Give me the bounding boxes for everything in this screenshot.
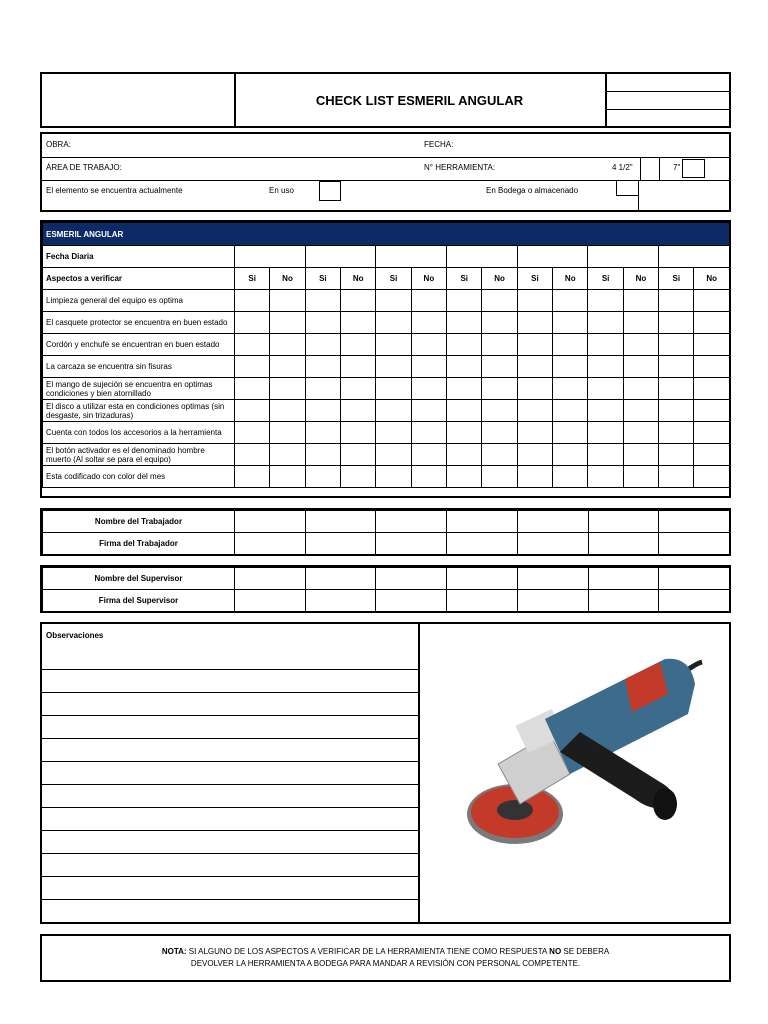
check-cell[interactable] (376, 378, 411, 400)
signature-cell[interactable] (235, 511, 306, 533)
check-cell[interactable] (482, 466, 517, 488)
check-cell[interactable] (235, 400, 270, 422)
check-cell[interactable] (553, 334, 588, 356)
table-row (43, 356, 730, 378)
check-cell[interactable] (623, 334, 658, 356)
check-cell[interactable] (305, 422, 340, 444)
check-cell[interactable] (305, 444, 340, 466)
supervisor-nombre-label: Nombre del Supervisor (43, 568, 235, 590)
checklist-item-label: El mango de sujeción se encuentra en optimas condiciones y bien atornillado (43, 378, 235, 400)
check-cell[interactable] (553, 356, 588, 378)
checklist-item-label: Cordón y enchufe se encuentran en buen estado (43, 334, 235, 356)
meta-cell (607, 92, 729, 110)
check-cell[interactable] (482, 378, 517, 400)
check-cell[interactable] (553, 312, 588, 334)
note-emphasis: NO (549, 947, 562, 956)
signature-cell[interactable] (659, 568, 730, 590)
check-cell[interactable] (588, 400, 623, 422)
trabajador-nombre-label: Nombre del Trabajador (43, 511, 235, 533)
check-cell[interactable] (694, 312, 730, 334)
table-row (43, 422, 730, 444)
page-title: CHECK LIST ESMERIL ANGULAR (234, 74, 607, 126)
check-cell[interactable] (517, 378, 552, 400)
si-header: Si (447, 268, 482, 290)
check-cell[interactable] (411, 444, 446, 466)
check-cell[interactable] (376, 444, 411, 466)
check-cell[interactable] (411, 400, 446, 422)
check-cell[interactable] (694, 422, 730, 444)
check-cell[interactable] (694, 466, 730, 488)
fecha-label: FECHA: (424, 140, 454, 149)
signature-cell[interactable] (517, 590, 588, 612)
signature-cell[interactable] (376, 568, 447, 590)
check-cell[interactable] (482, 290, 517, 312)
no-header: No (623, 268, 658, 290)
check-cell[interactable] (482, 312, 517, 334)
observation-line (42, 830, 418, 831)
check-cell[interactable] (553, 378, 588, 400)
document-header (40, 72, 731, 128)
check-cell[interactable] (694, 334, 730, 356)
check-cell[interactable] (376, 466, 411, 488)
checklist-item-label: El botón activador es el denominado hombre muerto (Al soltar se para el equipo) (43, 444, 235, 466)
table-row (43, 511, 730, 533)
herramienta-label: N° HERRAMIENTA: (424, 163, 496, 172)
signature-cell[interactable] (517, 533, 588, 555)
check-cell[interactable] (376, 312, 411, 334)
check-cell[interactable] (235, 290, 270, 312)
check-cell[interactable] (553, 422, 588, 444)
fecha-diaria-label: Fecha Diaria (43, 246, 235, 268)
date-cell[interactable] (659, 246, 730, 268)
check-cell[interactable] (588, 444, 623, 466)
check-cell[interactable] (482, 334, 517, 356)
signature-cell[interactable] (447, 533, 518, 555)
checklist-item-label: El casquete protector se encuentra en buen estado (43, 312, 235, 334)
check-cell[interactable] (517, 290, 552, 312)
meta-cell (607, 74, 729, 92)
estado-label: El elemento se encuentra actualmente (46, 186, 183, 195)
check-cell[interactable] (235, 444, 270, 466)
check-cell[interactable] (411, 290, 446, 312)
observation-line (42, 899, 418, 900)
checklist-item-label: Limpieza general del equipo es optima (43, 290, 235, 312)
check-cell[interactable] (376, 422, 411, 444)
no-header: No (411, 268, 446, 290)
check-cell[interactable] (588, 422, 623, 444)
check-cell[interactable] (482, 400, 517, 422)
check-cell[interactable] (517, 422, 552, 444)
signature-cell[interactable] (305, 511, 376, 533)
observation-line (42, 715, 418, 716)
note-line-1 (42, 946, 729, 958)
meta-cell (607, 110, 729, 127)
signature-cell[interactable] (235, 533, 306, 555)
checklist-table (40, 220, 731, 498)
check-cell[interactable] (553, 466, 588, 488)
observation-line (42, 853, 418, 854)
size-large-checkbox[interactable] (682, 159, 705, 178)
check-cell[interactable] (376, 290, 411, 312)
si-header: Si (235, 268, 270, 290)
note-text-1: SI ALGUNO DE LOS ASPECTOS A VERIFICAR DE LA HERRAMIENTA TIENE COMO RESPUESTA (186, 947, 550, 956)
si-header: Si (305, 268, 340, 290)
check-cell[interactable] (376, 356, 411, 378)
check-cell[interactable] (588, 378, 623, 400)
supervisor-signature-table (40, 565, 731, 613)
check-cell[interactable] (341, 422, 376, 444)
check-cell[interactable] (235, 334, 270, 356)
check-cell[interactable] (659, 378, 694, 400)
check-cell[interactable] (341, 334, 376, 356)
check-cell[interactable] (305, 356, 340, 378)
size-option-small: 4 1/2" (612, 163, 633, 172)
check-cell[interactable] (235, 466, 270, 488)
check-cell[interactable] (235, 422, 270, 444)
check-cell[interactable] (447, 444, 482, 466)
obra-label: OBRA: (46, 140, 71, 149)
check-cell[interactable] (659, 312, 694, 334)
check-cell[interactable] (447, 466, 482, 488)
check-cell[interactable] (270, 290, 305, 312)
footer-note (40, 934, 731, 982)
check-cell[interactable] (447, 334, 482, 356)
signature-cell[interactable] (305, 568, 376, 590)
check-cell[interactable] (235, 378, 270, 400)
observations-section (40, 622, 731, 924)
check-cell[interactable] (411, 356, 446, 378)
check-cell[interactable] (623, 312, 658, 334)
check-cell[interactable] (659, 334, 694, 356)
check-cell[interactable] (376, 400, 411, 422)
table-row (43, 312, 730, 334)
check-cell[interactable] (341, 312, 376, 334)
observations-label: Observaciones (46, 631, 104, 640)
signature-cell[interactable] (588, 533, 659, 555)
check-cell[interactable] (623, 356, 658, 378)
trabajador-firma-label: Firma del Trabajador (43, 533, 235, 555)
no-header: No (694, 268, 730, 290)
bodega-checkbox[interactable] (616, 180, 639, 196)
observation-line (42, 807, 418, 808)
check-cell[interactable] (659, 400, 694, 422)
signature-cell[interactable] (588, 590, 659, 612)
check-cell[interactable] (517, 400, 552, 422)
en-uso-label: En uso (269, 186, 294, 195)
table-row (43, 568, 730, 590)
check-cell[interactable] (623, 466, 658, 488)
checklist-item-label: Cuenta con todos los accesorios a la herramienta (43, 422, 235, 444)
table-row (43, 378, 730, 400)
table-row (43, 444, 730, 466)
checklist-item-label: El disco a utilizar esta en condiciones optimas (sin desgaste, sin trizaduras) (43, 400, 235, 422)
table-row (43, 466, 730, 488)
angle-grinder-image (420, 624, 729, 922)
si-header: Si (517, 268, 552, 290)
signature-cell[interactable] (659, 590, 730, 612)
date-cell[interactable] (235, 246, 306, 268)
date-cell[interactable] (447, 246, 518, 268)
signature-cell[interactable] (659, 533, 730, 555)
bodega-label: En Bodega o almacenado (486, 186, 579, 195)
check-cell[interactable] (411, 378, 446, 400)
observations-area[interactable] (42, 624, 420, 922)
check-cell[interactable] (376, 334, 411, 356)
area-label: ÁREA DE TRABAJO: (46, 163, 122, 172)
check-cell[interactable] (447, 422, 482, 444)
check-cell[interactable] (447, 400, 482, 422)
signature-cell[interactable] (235, 590, 306, 612)
check-cell[interactable] (411, 312, 446, 334)
size-small-checkbox[interactable] (640, 157, 660, 180)
check-cell[interactable] (411, 422, 446, 444)
logo-area (42, 74, 236, 126)
check-cell[interactable] (341, 378, 376, 400)
si-header: Si (376, 268, 411, 290)
observation-line (42, 738, 418, 739)
observation-line (42, 692, 418, 693)
check-cell[interactable] (305, 378, 340, 400)
date-cell[interactable] (376, 246, 447, 268)
aspectos-label: Aspectos a verificar (43, 268, 235, 290)
check-cell[interactable] (341, 356, 376, 378)
header-meta-cells (607, 74, 729, 126)
check-cell[interactable] (588, 356, 623, 378)
check-cell[interactable] (623, 378, 658, 400)
signature-cell[interactable] (376, 590, 447, 612)
worker-signature-table (40, 508, 731, 556)
en-uso-checkbox[interactable] (319, 181, 341, 201)
checklist-item-label: Esta codificado con color del mes (43, 466, 235, 488)
note-line-2: DEVOLVER LA HERRAMIENTA A BODEGA PARA MANDAR A REVISIÓN CON PERSONAL COMPETENTE. (190, 959, 581, 968)
observation-line (42, 876, 418, 877)
check-cell[interactable] (305, 400, 340, 422)
check-cell[interactable] (588, 466, 623, 488)
signature-cell[interactable] (517, 511, 588, 533)
size-option-large: 7" (673, 163, 681, 172)
date-cell[interactable] (588, 246, 659, 268)
check-cell[interactable] (588, 334, 623, 356)
bodega-divider (638, 180, 639, 210)
signature-cell[interactable] (447, 568, 518, 590)
check-cell[interactable] (623, 290, 658, 312)
check-cell[interactable] (694, 378, 730, 400)
check-cell[interactable] (517, 466, 552, 488)
check-cell[interactable] (305, 290, 340, 312)
note-text-2: SE DEBERA (561, 947, 610, 956)
si-header: Si (588, 268, 623, 290)
table-row (43, 533, 730, 555)
check-cell[interactable] (270, 378, 305, 400)
check-cell[interactable] (411, 334, 446, 356)
check-cell[interactable] (341, 466, 376, 488)
section-title: ESMERIL ANGULAR (43, 223, 730, 246)
check-cell[interactable] (270, 422, 305, 444)
check-cell[interactable] (694, 356, 730, 378)
check-cell[interactable] (623, 422, 658, 444)
si-header: Si (659, 268, 694, 290)
check-cell[interactable] (341, 400, 376, 422)
check-cell[interactable] (270, 312, 305, 334)
signature-cell[interactable] (447, 511, 518, 533)
table-row (43, 400, 730, 422)
signature-cell[interactable] (305, 533, 376, 555)
check-cell[interactable] (694, 290, 730, 312)
table-row (43, 334, 730, 356)
signature-cell[interactable] (588, 511, 659, 533)
note-prefix: NOTA: (161, 947, 187, 956)
check-cell[interactable] (270, 466, 305, 488)
check-cell[interactable] (305, 312, 340, 334)
check-cell[interactable] (270, 444, 305, 466)
signature-cell[interactable] (447, 590, 518, 612)
table-row (43, 290, 730, 312)
check-cell[interactable] (447, 378, 482, 400)
check-cell[interactable] (623, 400, 658, 422)
check-cell[interactable] (270, 356, 305, 378)
check-cell[interactable] (517, 334, 552, 356)
check-cell[interactable] (588, 290, 623, 312)
check-cell[interactable] (482, 356, 517, 378)
check-cell[interactable] (659, 356, 694, 378)
no-header: No (482, 268, 517, 290)
signature-cell[interactable] (376, 511, 447, 533)
signature-cell[interactable] (376, 533, 447, 555)
check-cell[interactable] (482, 422, 517, 444)
signature-cell[interactable] (305, 590, 376, 612)
check-cell[interactable] (447, 290, 482, 312)
check-cell[interactable] (553, 290, 588, 312)
check-cell[interactable] (659, 444, 694, 466)
check-cell[interactable] (623, 444, 658, 466)
check-cell[interactable] (694, 444, 730, 466)
check-cell[interactable] (482, 444, 517, 466)
general-info (40, 132, 731, 212)
signature-cell[interactable] (659, 511, 730, 533)
check-cell[interactable] (270, 334, 305, 356)
check-cell[interactable] (411, 466, 446, 488)
angle-grinder-icon (420, 624, 729, 922)
check-cell[interactable] (517, 312, 552, 334)
check-cell[interactable] (341, 444, 376, 466)
check-cell[interactable] (305, 334, 340, 356)
check-cell[interactable] (235, 312, 270, 334)
check-cell[interactable] (305, 466, 340, 488)
signature-cell[interactable] (588, 568, 659, 590)
check-cell[interactable] (341, 290, 376, 312)
supervisor-firma-label: Firma del Supervisor (43, 590, 235, 612)
check-cell[interactable] (659, 422, 694, 444)
check-cell[interactable] (553, 400, 588, 422)
table-row (43, 590, 730, 612)
date-cell[interactable] (305, 246, 376, 268)
info-row (42, 134, 729, 158)
check-cell[interactable] (517, 356, 552, 378)
observation-line (42, 784, 418, 785)
check-cell[interactable] (447, 312, 482, 334)
observation-line (42, 761, 418, 762)
date-cell[interactable] (517, 246, 588, 268)
check-cell[interactable] (588, 312, 623, 334)
no-header: No (270, 268, 305, 290)
check-cell[interactable] (659, 290, 694, 312)
observation-line (42, 669, 418, 670)
signature-cell[interactable] (235, 568, 306, 590)
no-header: No (341, 268, 376, 290)
check-cell[interactable] (447, 356, 482, 378)
no-header: No (553, 268, 588, 290)
check-cell[interactable] (694, 400, 730, 422)
check-cell[interactable] (659, 466, 694, 488)
checklist-item-label: La carcaza se encuentra sin fisuras (43, 356, 235, 378)
signature-cell[interactable] (517, 568, 588, 590)
check-cell[interactable] (235, 356, 270, 378)
check-cell[interactable] (270, 400, 305, 422)
check-cell[interactable] (553, 444, 588, 466)
check-cell[interactable] (517, 444, 552, 466)
